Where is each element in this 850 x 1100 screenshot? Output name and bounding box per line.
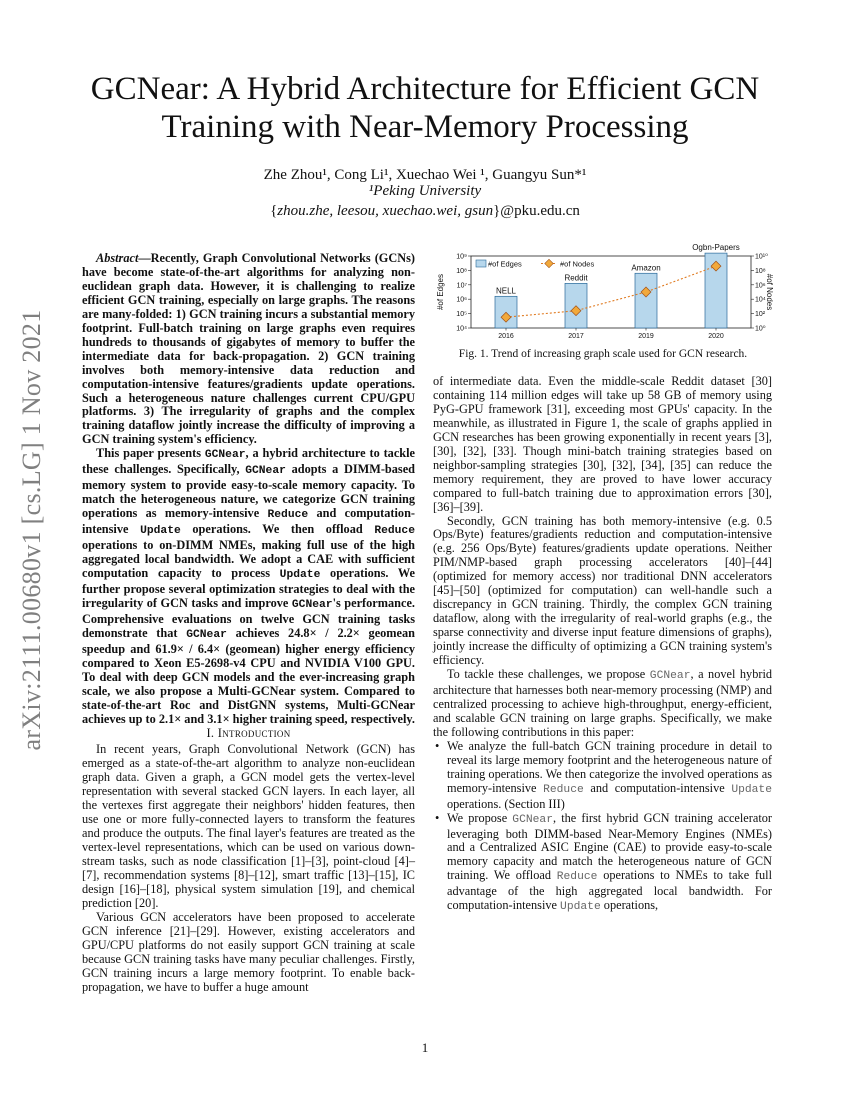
contribution-list — [433, 740, 772, 915]
contribution-item-2: • We propose GCNear, the first hybrid GCN training accelerator leveraging both DIMM-based Near-Memory Engines (NMEs) and a Centralized ASIC Engine (CAE) to provide easy-to-scale memory capacity and match the heterogeneous nature of GCN training. We offload Reduce operations to NMEs to take full advantage of the high aggregated local bandwidth. For computation-intensive Update operations, — [433, 812, 772, 916]
figure-1-chart — [433, 243, 774, 348]
right-tick-label: 10² — [755, 311, 766, 319]
left-tick-label: 10⁶ — [456, 296, 467, 304]
right-tick-label: 10⁴ — [755, 296, 766, 304]
right-tick-label: 10¹⁰ — [755, 253, 768, 261]
dataset-label: Amazon — [631, 263, 661, 273]
left-tick-label: 10⁸ — [456, 267, 467, 275]
left-tick-label: 10⁵ — [456, 311, 467, 319]
dataset-labels — [496, 243, 740, 295]
edge-bar — [635, 273, 657, 328]
arxiv-stamp: arXiv:2111.00680v1 [cs.LG] 1 Nov 2021 — [17, 309, 46, 751]
x-tick-label: 2019 — [638, 333, 654, 340]
left-axis-label: #of Edges — [436, 273, 445, 311]
left-tick-label: 10⁹ — [456, 253, 467, 261]
dataset-label: Ogbn-Papers — [692, 243, 740, 253]
abstract-label: Abstract — [96, 251, 139, 265]
section-heading-introduction: I. Introduction — [206, 726, 291, 741]
affiliation: ¹Peking University — [368, 183, 482, 199]
left-tick-label: 10⁴ — [456, 325, 467, 333]
x-tick-label: 2017 — [568, 333, 584, 340]
intro-paragraph-1: In recent years, Graph Convolutional Network (GCN) has emerged as a state-of-the-art algorithm to analyze non-euclidean graph data. Given a graph, a GCN model gets the vertex-level representation with several stacked GCN layers. In each layer, all the vertexes first aggregate their neighbors' hidden features, then use one or more fully-connected layers to transform the features and produce the outputs. The final layer's features are treated as the vertex-level representations, which can be used on various down-stream tasks, such as node classification [1]–[3], point-cloud [4]–[7], recommendation systems [8]–[12], smart traffic [13]–[15], IC design [16]–[18], physical system simulation [19], and chemical prediction [20]. — [82, 742, 415, 910]
legend-edges-swatch — [476, 260, 486, 267]
nodes-series-markers — [501, 261, 721, 322]
x-tick-label: 2016 — [498, 333, 514, 340]
title-line-1: GCNear: A Hybrid Architecture for Efficient GCN — [90, 71, 760, 107]
legend-edges-label: #of Edges — [488, 259, 522, 269]
left-column — [82, 252, 415, 995]
dataset-label: Reddit — [564, 273, 588, 283]
right-paragraph-1: of intermediate data. Even the middle-scale Reddit dataset [30] containing 114 million edges will take up 58 GB of memory using PyG-GPU framework [31], exceeding most GPUs' capacity. In the meanwhile, as illustrated in Figure 1, the scale of graphs applied in GCN researches has been growing exponentially in recent years [3], [30], [32], [33]. Though mini-batch training strategies based on neighbor-sampling strategies [30], [32], [34], [35] can reduce the memory requirement, they are proved to have lower accuracy compared to full-batch training due to approximation errors [30], [36]–[39]. — [433, 374, 772, 514]
abstract-paragraph-1: Abstract—Recently, Graph Convolutional Networks (GCNs) have become state-of-the-art algorithms for analyzing non-euclidean graph data. However, it is challenging to realize efficient GCN training, especially on large graphs. The reasons are many-folded: 1) GCN training incurs a substantial memory footprint. Full-batch training on large graphs even requires hundreds to thousands of gigabytes of memory to buffer the intermediate data for back-propagation. 2) GCN training involves both memory-intensive data reduction and computation-intensive features/gradients update operations. Such a heterogeneous nature challenges current CPU/GPU platforms. 3) The irregularity of graphs and the complex training dataflow jointly increase the difficulty of improving a GCN training system's efficiency. — [82, 251, 415, 447]
dataset-label: NELL — [495, 286, 517, 296]
author-emails: {zhou.zhe, leesou, xuechao.wei, gsun}@pku.edu.cn — [270, 203, 580, 219]
legend-nodes-marker — [545, 259, 553, 267]
intro-paragraph-2: Various GCN accelerators have been proposed to accelerate GCN inference [21]–[29]. However, existing accelerators and GPU/CPU platforms do not easily support GCN training at scale because GCN training tasks have many peculiar challenges. Firstly, GCN training incurs a large memory footprint. To enable back-propagation, we have to buffer a huge amount — [82, 909, 415, 994]
page-number: 1 — [421, 1040, 429, 1055]
right-tick-label: 10⁸ — [755, 267, 766, 275]
left-axis-ticks — [456, 254, 471, 333]
figure-1-caption: Fig. 1. Trend of increasing graph scale used for GCN research. — [458, 348, 748, 360]
contribution-item-1: • We analyze the full-batch GCN training procedure in detail to reveal its large memory footprint and the heterogeneous nature of training operations. We then categorize the involved operations as memory-intensive Reduce and computation-intensive Update operations. (Section III) — [433, 740, 772, 812]
edge-bars — [495, 253, 727, 328]
legend-nodes-label: #of Nodes — [560, 259, 595, 269]
title-line-2: Training with Near-Memory Processing — [161, 109, 689, 145]
email-domain: @pku.edu.cn — [500, 203, 580, 219]
abstract-paragraph-2: This paper presents GCNear, a hybrid architecture to tackle these challenges. Specifically, GCNear adopts a DIMM-based memory system to provide easy-to-scale memory capacity. To match the heterogeneous nature, we categorize GCN training operations as memory-intensive Reduce and computation-intensive Update operations. We then offload Reduce operations to on-DIMM NMEs, making full use of the high aggregated local bandwidth. We adopt a CAE with sufficient computation capacity to process Update operations. We further propose several optimization strategies to deal with the irregularity of GCN tasks and improve GCNear's performance. Comprehensive evaluations on twelve GCN training tasks demonstrate that GCNear achieves 24.8× / 2.2× geomean speedup and 61.9× / 6.4× (geomean) higher energy efficiency compared to Xeon E5-2698-v4 CPU and NVIDIA V100 GPU. To deal with deep GCN models and the ever-increasing graph scale, we also propose a Multi-GCNear system. Compared to state-of-the-art Roc and DistGNN systems, Multi-GCNear achieves up to 2.1× and 3.1× higher training speed, respectively. — [82, 446, 415, 726]
left-tick-label: 10⁷ — [456, 282, 467, 290]
author-list: Zhe Zhou¹, Cong Li¹, Xuechao Wei ¹, Guangyu Sun*¹ — [263, 167, 587, 183]
right-axis-label: #of Nodes — [765, 273, 774, 311]
right-column — [433, 375, 772, 915]
right-paragraph-2: Secondly, GCN training has both memory-intensive (e.g. 0.5 Ops/Byte) features/gradients reduction and computation-intensive (e.g. 256 Ops/Byte) features/gradients update operations. Neither PIM/NMP-based graph processing accelerators [40]–[44] (optimized for memory access) nor traditional DNN accelerators [45]–[50] (optimized for computation) can well-handle such a discrepancy in GCN training. Thirdly, the complex GCN training dataflow, along with the irregularity of real-world graphs (e.g., the sparse connectivity and diverse input feature dimensions of graphs), jointly increase the difficulty of optimizing a GCN training system's efficiency. — [433, 513, 772, 668]
right-tick-label: 10⁶ — [755, 282, 766, 290]
right-paragraph-3: To tackle these challenges, we propose GCNear, a novel hybrid architecture that harnesses both near-memory processing (NMP) and centralized processing to achieve high-throughput, energy-efficient, and scalable GCN training on large graphs. Specifically, we make the following contributions in this paper: — [433, 667, 773, 739]
legend — [476, 259, 594, 268]
paper-title — [65, 70, 785, 146]
x-axis-labels — [498, 328, 724, 340]
x-tick-label: 2020 — [708, 333, 724, 340]
right-tick-label: 10⁰ — [755, 325, 766, 333]
nodes-series-line — [506, 266, 716, 317]
email-names: zhou.zhe, leesou, xuechao.wei, gsun — [277, 203, 494, 219]
